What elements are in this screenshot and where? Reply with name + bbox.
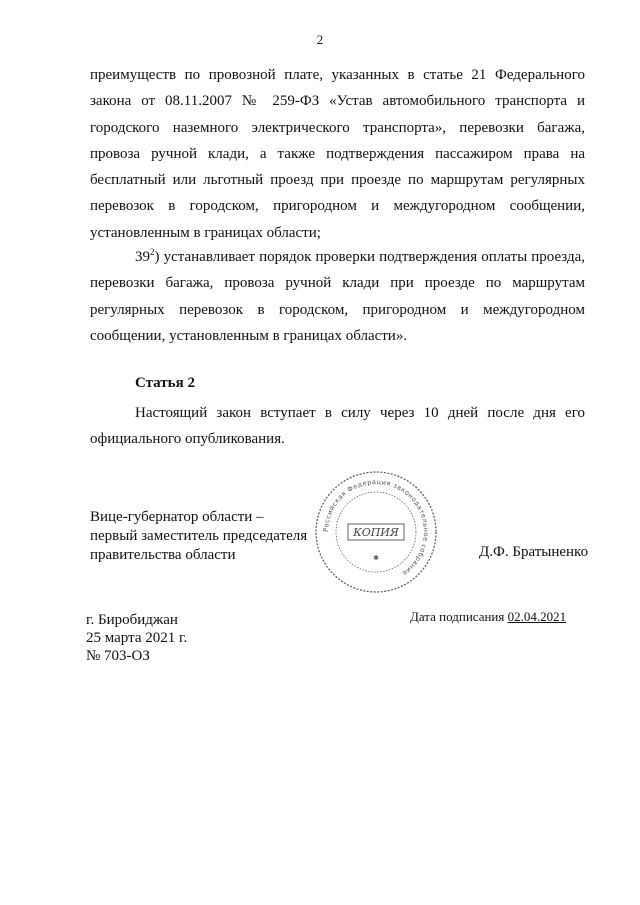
signatory-title-line-1: Вице-губернатор области –: [90, 509, 264, 525]
paragraph-item-39-2: [90, 244, 585, 349]
footer-location-date: [86, 611, 187, 665]
seal-star-icon: ✱: [373, 554, 379, 562]
seal-ring-text: Российская Федерация законодательное собрание: [321, 477, 431, 578]
item-number: 39: [135, 249, 150, 265]
footer-city: г. Биробиджан: [86, 612, 178, 628]
paragraph-article-2: Настоящий закон вступает в силу через 10 дней после дня его официального опубликования.: [90, 405, 585, 448]
paragraph-continuation: преимуществ по провозной плате, указанных в статье 21 Федерального закона от 08.11.2007 № 259-ФЗ «Устав автомобильного транспорта и городского наземного электрического транспорта», перевозки багажа, провоза ручной клади, а также подтверждения пассажиром права на бесплатный или льготный проезд при проезде по маршрутам регулярных перевозок в городском, пригородном и междугородном сообщении, установленным в границах области;: [90, 67, 585, 241]
item-superscript: 2: [150, 247, 155, 257]
signatory-title-line-3: правительства области: [90, 547, 236, 563]
seal-stamp: [312, 468, 440, 596]
page-number: 2: [316, 32, 324, 47]
signatory-name: Д.Ф. Братыненко: [479, 544, 589, 560]
article-heading: Статья 2: [135, 375, 195, 391]
item-text: ) устанавливает порядок проверки подтверждения оплаты проезда, перевозки багажа, провоза ручной клади при проезде по маршрутам регулярных перевозок в городском, пригородном и междугородном сообщении, установленным в границах области».: [90, 249, 585, 344]
signing-date-value: 02.04.2021: [507, 609, 567, 624]
signatory-title: [90, 508, 307, 565]
signatory-title-line-2: первый заместитель председателя: [90, 528, 308, 544]
seal-center-text: КОПИЯ: [353, 526, 399, 539]
signing-date-label: Дата подписания: [410, 609, 508, 624]
signing-date-block: [410, 609, 566, 625]
footer-number: № 703-ОЗ: [86, 648, 150, 664]
footer-date: 25 марта 2021 г.: [86, 630, 188, 646]
